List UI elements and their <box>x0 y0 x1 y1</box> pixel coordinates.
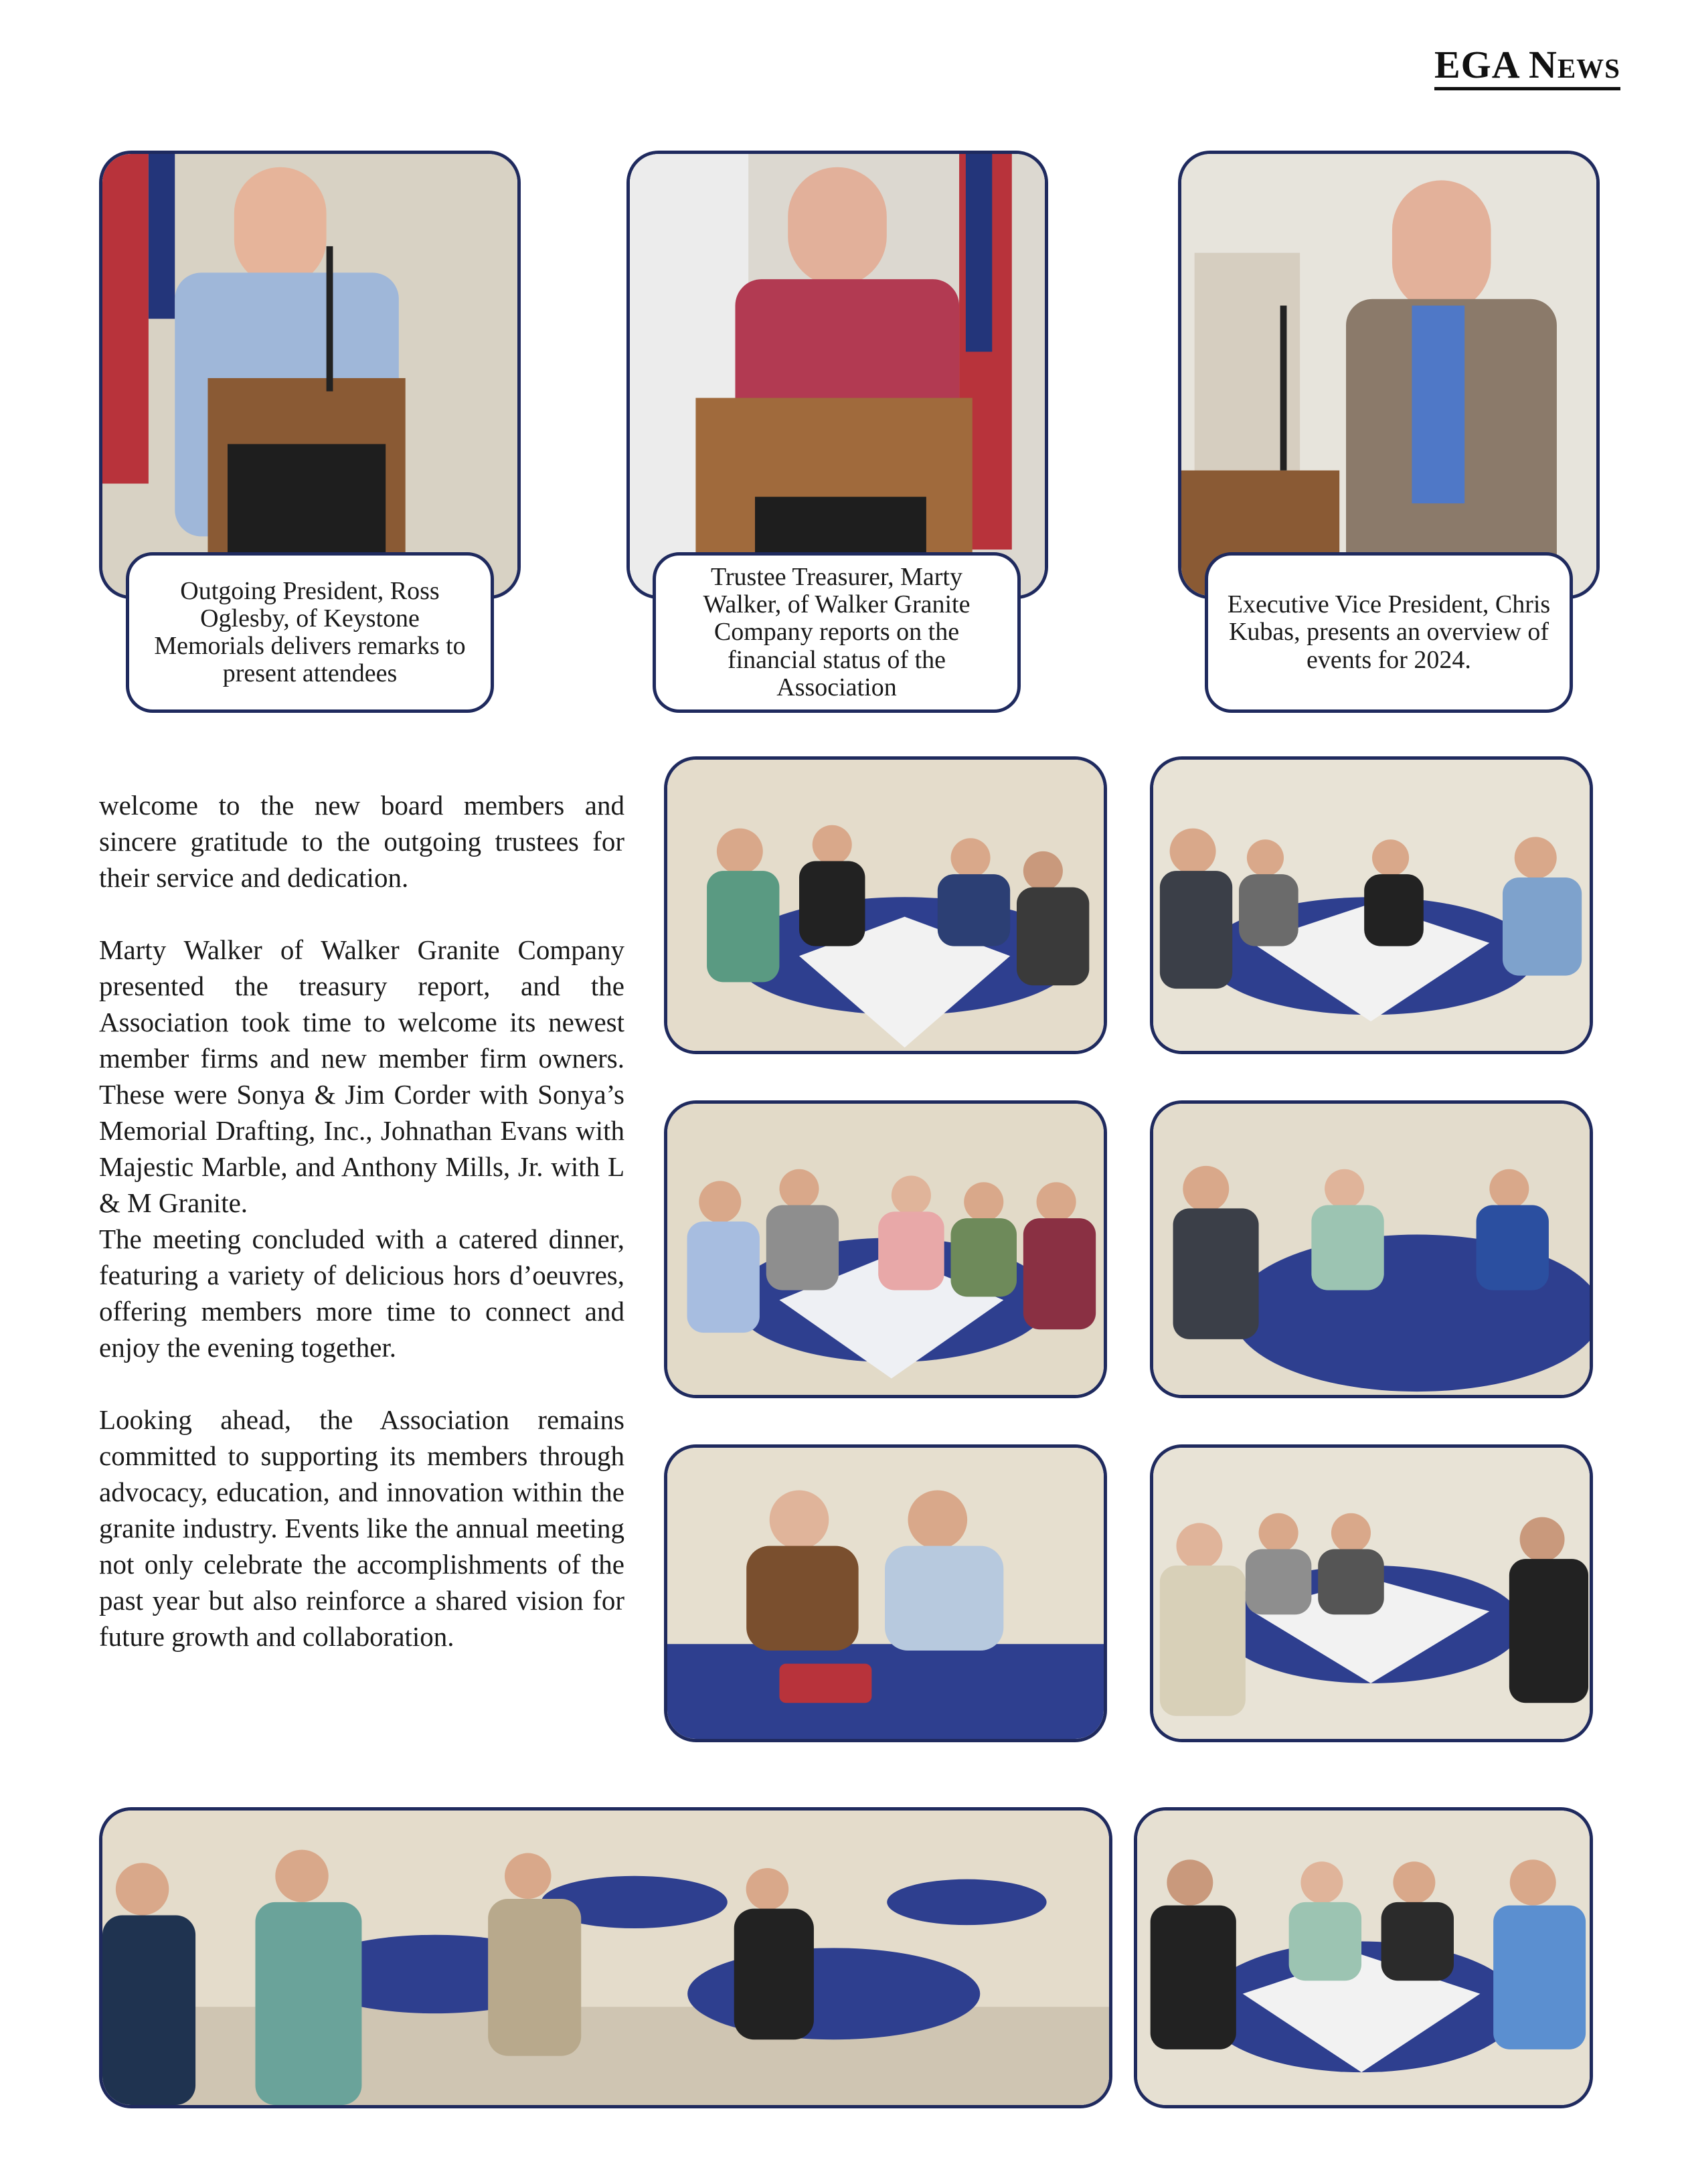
caption-president: Outgoing President, Ross Oglesby, of Keystone Memorials delivers remarks to present attendees <box>126 552 494 713</box>
photo-table-5 <box>664 1444 1107 1742</box>
photo-table-7 <box>1134 1807 1593 2108</box>
photo-table-1 <box>664 756 1107 1054</box>
photo-table-3 <box>664 1100 1107 1398</box>
page-header: EGA News <box>1434 46 1620 90</box>
article-paragraph-3: The meeting concluded with a catered dinner, featuring a variety of delicious hors d’oeuvres, offering members more time to connect and enjoy the evening together. <box>99 1224 624 1363</box>
article-paragraph-1: welcome to the new board members and sincere gratitude to the outgoing trustees for their service and dedication. <box>99 790 624 893</box>
article-paragraph-2: Marty Walker of Walker Granite Company presented the treasury report, and the Association took time to welcome its newest member firms and new member firm owners. These were Sonya & Jim Corder with Sonya’s Memorial Drafting, Inc., Johnathan Evans with Majestic Marble, and Anthony Mills, Jr. with L & M Granite. <box>99 934 624 1218</box>
photo-table-4 <box>1150 1100 1593 1398</box>
photo-table-6 <box>1150 1444 1593 1742</box>
photo-room-wide <box>99 1807 1112 2108</box>
article-paragraph-4: Looking ahead, the Association remains committed to supporting its members through advocacy, education, and innovation within the granite industry. Events like the annual meeting not only celebrate the accomplishments of the past year but also reinforce a shared vision for future growth and collaboration. <box>99 1404 624 1652</box>
photo-table-2 <box>1150 756 1593 1054</box>
photo-evp <box>1178 151 1600 599</box>
caption-evp: Executive Vice President, Chris Kubas, presents an overview of events for 2024. <box>1205 552 1573 713</box>
caption-treasurer: Trustee Treasurer, Marty Walker, of Walker Granite Company reports on the financial status of the Association <box>653 552 1021 713</box>
photo-treasurer <box>626 151 1048 599</box>
article-text <box>99 787 624 1655</box>
photo-president <box>99 151 521 599</box>
